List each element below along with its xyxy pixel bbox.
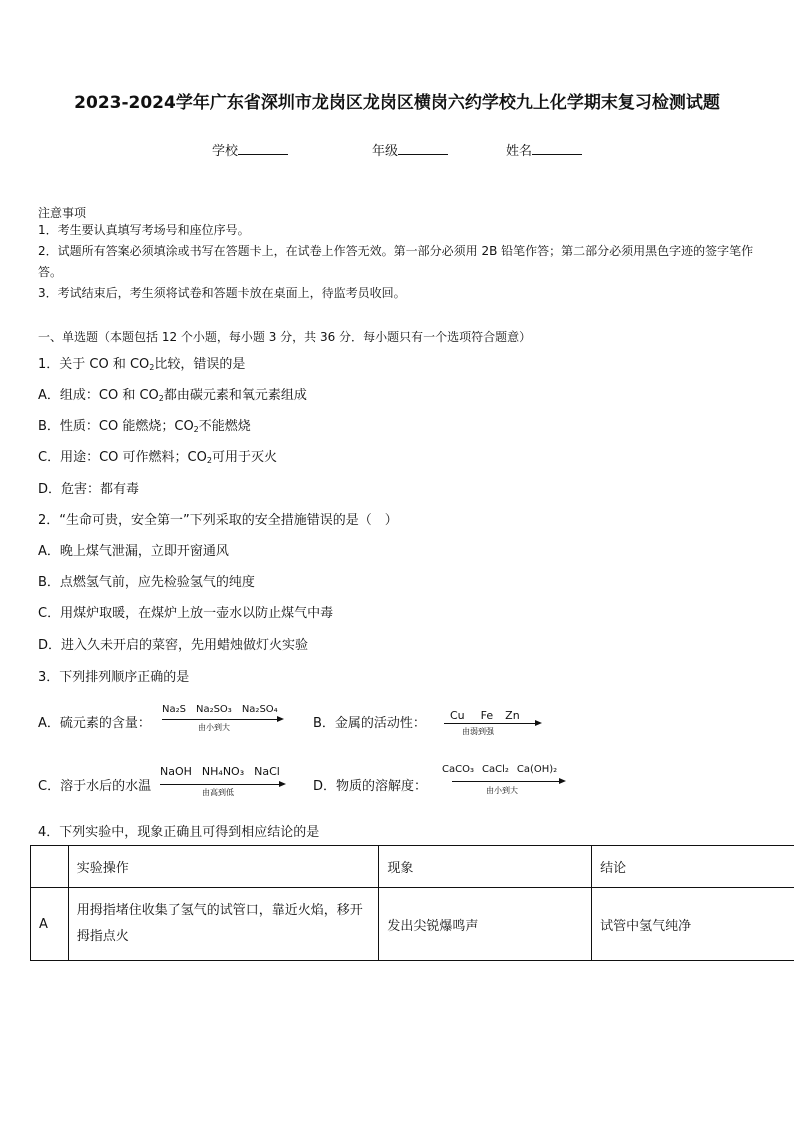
table-cell: 试管中氢气纯净	[592, 888, 794, 961]
school-label: 学校	[212, 144, 239, 159]
question-3-stem: 3．下列排列顺序正确的是	[38, 670, 190, 685]
note-item: 1．考生要认真填写考场号和座位序号。	[38, 223, 250, 237]
note-item: 2．试题所有答案必须填涂或书写在答题卡上，在试卷上作答无效。第一部分必须用 2B 铅笔作答；第二部分必须用黑色字迹的签字笔作答。	[38, 244, 754, 279]
question-2-option-c: C．用煤炉取暖，在煤炉上放一壶水以防止煤气中毒	[38, 606, 334, 621]
question-2-option-a: A．晚上煤气泄漏，立即开窗通风	[38, 544, 229, 559]
name-label: 姓名	[506, 144, 533, 159]
arrow-head	[559, 778, 566, 784]
experiment-table	[30, 845, 794, 961]
table-row	[31, 888, 794, 961]
table-header-cell: 实验操作	[68, 846, 379, 888]
arrow-line	[444, 723, 536, 724]
question-2-stem: 2．“生命可贵，安全第一”下列采取的安全措施错误的是（ ）	[38, 513, 398, 528]
table-header-cell	[31, 846, 69, 888]
grade-blank	[398, 142, 448, 155]
arrow-order: 由小到大	[198, 723, 230, 732]
grade-field	[372, 140, 448, 159]
question-2-option-d: D．进入久未开启的菜窖，先用蜡烛做灯火实验	[38, 638, 309, 653]
question-4-stem: 4．下列实验中，现象正确且可得到相应结论的是	[38, 825, 320, 840]
arrow-order: 由弱到强	[462, 727, 494, 736]
arrow-items: Cu Fe Zn	[450, 709, 520, 722]
exam-title: 2023-2024学年广东省深圳市龙岗区龙岗区横岗六约学校九上化学期末复习检测试题	[74, 93, 720, 113]
arrow-line	[162, 719, 278, 720]
arrow-items: NaOH NH₄NO₃ NaCl	[160, 765, 280, 778]
table-header-cell: 现象	[379, 846, 592, 888]
table-header-row	[31, 846, 794, 888]
name-blank	[532, 142, 582, 155]
question-3-option-d-arrow	[442, 764, 566, 794]
arrow-head	[535, 720, 542, 726]
question-3-option-a-label: A．硫元素的含量：	[38, 716, 151, 731]
arrow-items: CaCO₃ CaCl₂ Ca(OH)₂	[442, 764, 558, 775]
school-blank	[238, 142, 288, 155]
question-3-option-c-arrow	[160, 765, 288, 795]
arrow-order: 由高到低	[202, 788, 234, 797]
arrow-line	[160, 784, 280, 785]
question-3-option-a-arrow	[162, 704, 286, 734]
question-3-option-c-label: C．溶于水后的水温	[38, 779, 152, 794]
name-field	[506, 140, 582, 159]
question-3-option-b-arrow	[444, 709, 544, 739]
section-heading: 一、单选题（本题包括 12 个小题，每小题 3 分，共 36 分．每小题只有一个选项符合题意）	[38, 330, 532, 344]
table-cell: 用拇指堵住收集了氢气的试管口，靠近火焰，移开拇指点火	[68, 888, 379, 961]
arrow-line	[452, 781, 560, 782]
question-2-option-b: B．点燃氢气前，应先检验氢气的纯度	[38, 575, 255, 590]
table-header-cell: 结论	[592, 846, 794, 888]
question-1-option-a: A．组成：CO 和 $CO_2$都由碳元素和氧元素组成	[38, 388, 307, 403]
table-cell: A	[31, 888, 69, 961]
question-1-stem: 1．关于 CO 和 $CO_2$比较，错误的是	[38, 357, 246, 372]
arrow-head	[279, 781, 286, 787]
school-field	[212, 140, 288, 159]
notes-heading: 注意事项	[38, 206, 87, 220]
question-1-option-c: C．用途：CO 可作燃料；$CO_2$可用于灭火	[38, 450, 277, 465]
note-item: 3．考试结束后，考生须将试卷和答题卡放在桌面上，待监考员收回。	[38, 286, 406, 300]
question-3-option-d-label: D．物质的溶解度：	[313, 779, 428, 794]
grade-label: 年级	[372, 144, 399, 159]
arrow-order: 由小到大	[486, 786, 518, 795]
table-cell: 发出尖锐爆鸣声	[379, 888, 592, 961]
arrow-head	[277, 716, 284, 722]
question-3-option-b-label: B．金属的活动性：	[313, 716, 426, 731]
question-1-option-b: B．性质：CO 能燃烧；$CO_2$不能燃烧	[38, 419, 251, 434]
question-1-option-d: D．危害：都有毒	[38, 482, 140, 497]
arrow-items: Na₂S Na₂SO₃ Na₂SO₄	[162, 704, 278, 715]
